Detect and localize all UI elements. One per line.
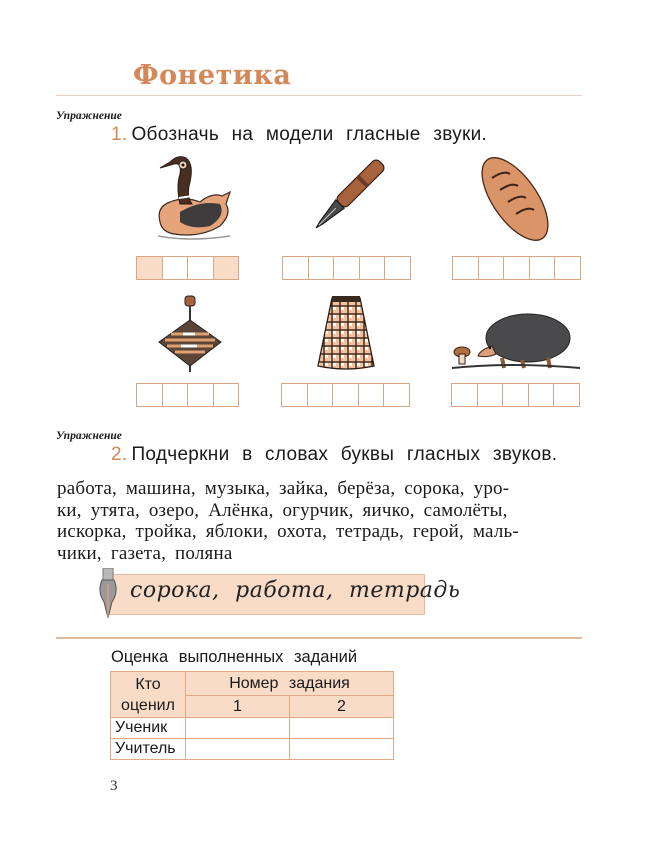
sound-cell[interactable] <box>188 256 214 280</box>
sound-cell[interactable] <box>451 383 478 407</box>
sound-model-loaf <box>452 256 581 279</box>
page-title: Фонетика <box>133 60 292 91</box>
grade-cell-student-1[interactable] <box>186 718 290 739</box>
sound-cell[interactable] <box>214 256 240 280</box>
word-line[interactable]: чики, газета, поляна <box>57 542 233 564</box>
assessment-title: Оценка выполненных заданий <box>111 648 358 666</box>
sound-cell[interactable] <box>281 383 308 407</box>
sound-model-skirt <box>281 383 410 406</box>
word-line[interactable]: ки, утята, озеро, Алёнка, огурчик, яичко, самолёты, <box>57 499 508 521</box>
row-label-teacher: Учитель <box>111 739 186 760</box>
header-task-number: Номер задания <box>186 672 394 696</box>
sound-cell[interactable] <box>554 383 580 407</box>
grade-cell-teacher-2[interactable] <box>290 739 394 760</box>
sound-cell[interactable] <box>479 256 505 280</box>
sound-cell[interactable] <box>136 256 163 280</box>
sound-model-pen <box>282 256 411 279</box>
sound-cell[interactable] <box>555 256 581 280</box>
exercise-1-instruction <box>111 124 487 146</box>
duck-icon <box>150 152 238 244</box>
assessment-table <box>110 671 394 760</box>
sound-cell[interactable] <box>530 256 556 280</box>
spinning-top-icon <box>155 294 225 374</box>
sound-cell[interactable] <box>282 256 309 280</box>
title-divider <box>56 95 582 96</box>
header-who-line1: Кто <box>135 675 161 693</box>
header-task-2: 2 <box>290 696 394 718</box>
sound-cell[interactable] <box>385 256 411 280</box>
fountain-pen-icon <box>300 152 390 247</box>
sound-cell[interactable] <box>360 256 386 280</box>
sound-cell[interactable] <box>309 256 335 280</box>
header-task-1: 1 <box>186 696 290 718</box>
exercise-1-text: Обозначь на модели гласные звуки. <box>131 124 488 145</box>
sound-model-top <box>136 383 239 406</box>
page-number: 3 <box>110 778 118 794</box>
sound-cell[interactable] <box>384 383 410 407</box>
sound-cell[interactable] <box>214 383 240 407</box>
sound-cell[interactable] <box>188 383 214 407</box>
sound-model-hedgehog <box>451 383 580 406</box>
sound-cell[interactable] <box>333 383 359 407</box>
grade-cell-student-2[interactable] <box>290 718 394 739</box>
word-list <box>57 478 587 564</box>
vocabulary-words: сорока, работа, тетрадь <box>130 578 461 603</box>
sound-cell[interactable] <box>478 383 504 407</box>
word-line[interactable]: искорка, тройка, яблоки, охота, тетрадь, герой, маль- <box>57 521 519 542</box>
exercise-2-number: 2. <box>111 444 128 465</box>
bread-loaf-icon <box>470 152 560 247</box>
section-divider <box>56 637 582 639</box>
header-who-line2: оценил <box>121 696 175 714</box>
sound-cell[interactable] <box>163 383 189 407</box>
sound-cell[interactable] <box>308 383 334 407</box>
pen-nib-icon <box>97 568 119 620</box>
exercise-2-instruction <box>111 444 557 466</box>
sound-cell[interactable] <box>452 256 479 280</box>
row-label-student: Ученик <box>111 718 186 739</box>
exercise-2-label: Упражнение <box>56 430 122 442</box>
header-who-rated <box>111 672 186 718</box>
word-line[interactable]: работа, машина, музыка, зайка, берёза, сорока, уро- <box>57 478 510 499</box>
sound-cell[interactable] <box>163 256 189 280</box>
sound-cell[interactable] <box>334 256 360 280</box>
hedgehog-icon <box>452 310 582 375</box>
grade-cell-teacher-1[interactable] <box>186 739 290 760</box>
skirt-icon <box>312 294 380 374</box>
sound-model-duck <box>136 256 239 279</box>
exercise-1-number: 1. <box>111 124 128 145</box>
sound-cell[interactable] <box>503 383 529 407</box>
sound-cell[interactable] <box>136 383 163 407</box>
sound-cell[interactable] <box>504 256 530 280</box>
sound-cell[interactable] <box>359 383 385 407</box>
exercise-1-label: Упражнение <box>56 110 122 122</box>
exercise-2-text: Подчеркни в словах буквы гласных звуков. <box>131 444 558 465</box>
sound-cell[interactable] <box>529 383 555 407</box>
